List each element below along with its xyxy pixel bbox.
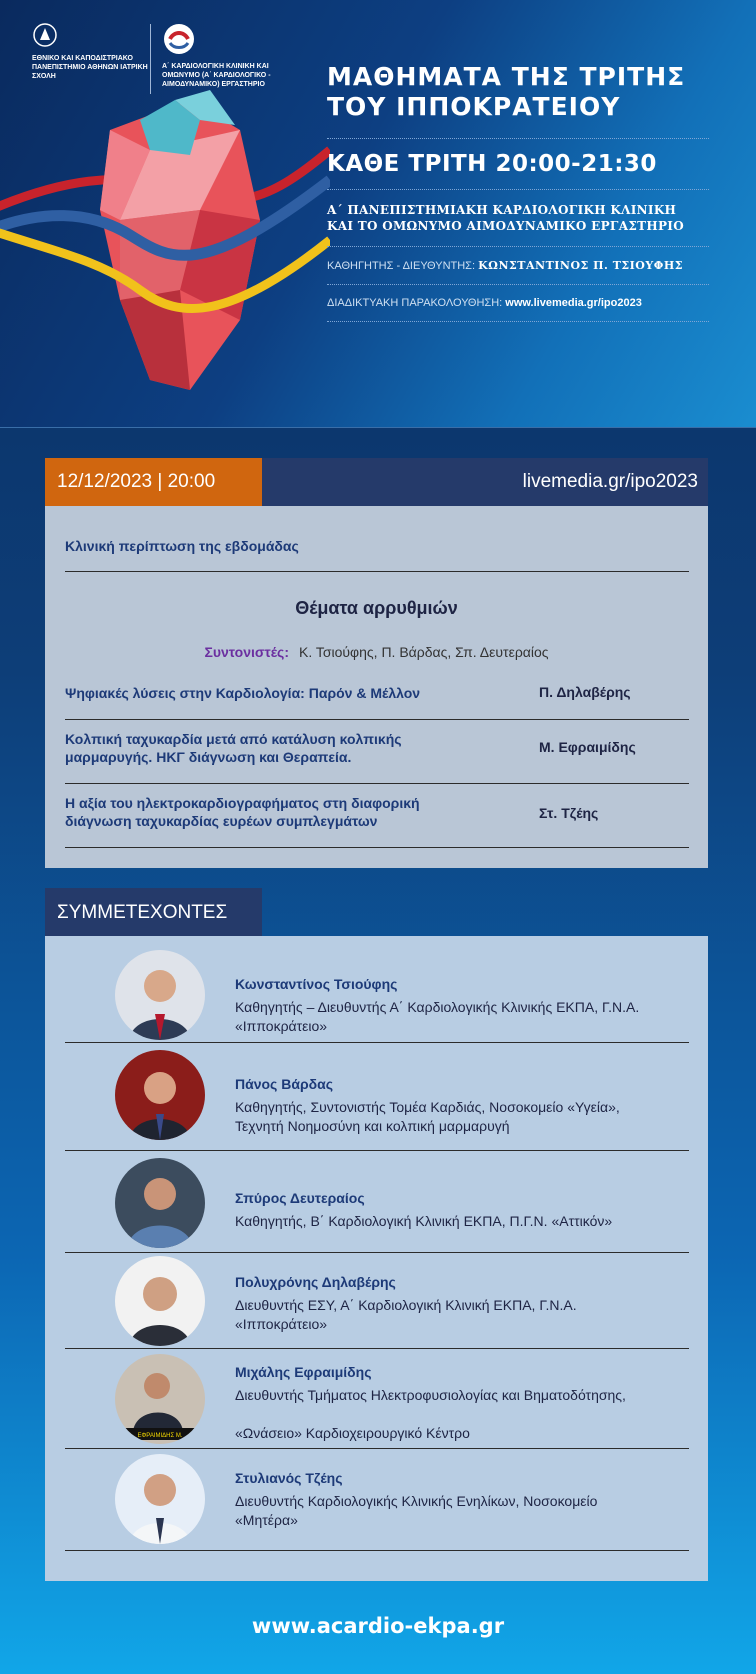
divider xyxy=(327,284,709,285)
avatar xyxy=(115,1158,205,1248)
moderators-names: Κ. Τσιούφης, Π. Βάρδας, Σπ. Δευτεραίος xyxy=(298,644,549,660)
participant-row xyxy=(65,1160,689,1253)
talk-title xyxy=(65,730,465,766)
participant-role-line3: «Ωνάσειο» Καρδιοχειρουργικό Κέντρο xyxy=(235,1425,470,1441)
clinic-name-line1: Α΄ ΠΑΝΕΠΙΣΤΗΜΙΑΚΗ ΚΑΡΔΙΟΛΟΓΙΚΗ ΚΛΙΝΙΚΗ xyxy=(327,203,677,217)
series-title-line1: ΜΑΘΗΜΑΤΑ ΤΗΣ ΤΡΙΤΗΣ xyxy=(327,62,686,91)
person-photo-icon xyxy=(115,950,205,1040)
name-plate: ΕΦΡΑΙΜΙΔΗΣ Μ. xyxy=(137,1433,183,1439)
session-title: Θέματα αρρυθμιών xyxy=(295,598,458,618)
live-stream-link[interactable]: www.livemedia.gr/ipo2023 xyxy=(505,297,642,309)
cardiology-logo-text: Α΄ ΚΑΡΔΙΟΛΟΓΙΚΗ ΚΛΙΝΙΚΗ ΚΑΙ ΟΜΩΝΥΜΟ (Α΄ ΚΑΡΔΙΟΛΟΓΙΚΟ - ΑΙΜΟΔΥΝΑΜΙΚΟ) ΕΡΓΑΣΤΗΡΙΟ xyxy=(162,63,271,88)
avatar xyxy=(115,1454,205,1544)
participant-name: Πάνος Βάρδας xyxy=(235,1076,333,1092)
schedule-time: ΚΑΘΕ ΤΡΙΤΗ 20:00-21:30 xyxy=(327,151,657,177)
university-logo xyxy=(32,22,152,81)
moderators-label: Συντονιστές: xyxy=(204,644,289,660)
participant-row xyxy=(65,1456,689,1551)
participant-role xyxy=(235,1098,695,1136)
talk-title-line2: διάγνωση ταχυκαρδίας ευρέων συμπλεγμάτων xyxy=(65,813,378,829)
divider xyxy=(65,719,689,720)
talk-row xyxy=(65,730,689,780)
event-url-link[interactable]: livemedia.gr/ipo2023 xyxy=(522,471,698,492)
website-link[interactable]: www.acardio-ekpa.gr xyxy=(251,1614,505,1638)
participant-role-line1: Διευθυντής ΕΣΥ, Α΄ Καρδιολογική Κλινική ΕΚΠΑ, Γ.Ν.Α. xyxy=(235,1297,577,1313)
participant-role-line2: «Ιπποκράτειο» xyxy=(235,1018,328,1034)
divider xyxy=(327,321,709,322)
participant-name: Στυλιανός Τζέης xyxy=(235,1470,343,1486)
participant-row xyxy=(65,1256,689,1349)
professor-line xyxy=(327,259,709,272)
participant-row xyxy=(65,950,689,1043)
logo-divider xyxy=(150,24,151,94)
talk-title xyxy=(65,794,465,830)
participant-role-line2: «Ιπποκράτειο» xyxy=(235,1316,328,1332)
participants-heading: ΣΥΜΜΕΤΕΧΟΝΤΕΣ xyxy=(45,888,262,936)
professor-name: ΚΩΝΣΤΑΝΤΙΝΟΣ Π. ΤΣΙΟΥΦΗΣ xyxy=(478,259,683,272)
university-seal-icon xyxy=(32,22,58,48)
participants-card xyxy=(45,936,708,1581)
talk-title xyxy=(65,684,465,702)
series-title-line2: ΤΟΥ ΙΠΠΟΚΡΑΤΕΙΟΥ xyxy=(327,92,621,121)
participant-name: Σπύρος Δευτεραίος xyxy=(235,1190,365,1206)
participant-role xyxy=(235,1386,695,1443)
divider xyxy=(65,571,689,572)
live-stream-label: ΔΙΑΔΙΚΤΥΑΚΗ ΠΑΡΑΚΟΛΟΥΘΗΣΗ: xyxy=(327,297,503,309)
avatar xyxy=(115,1256,205,1346)
live-stream-line xyxy=(327,297,709,309)
event-program-card xyxy=(45,506,708,868)
participant-name: Μιχάλης Εφραιμίδης xyxy=(235,1364,372,1380)
talk-title-line1: Κολπική ταχυκαρδία μετά από κατάλυση κολπικής xyxy=(65,731,402,747)
talk-speaker: Στ. Τζέης xyxy=(539,805,599,821)
avatar xyxy=(115,1354,205,1444)
participant-role-line1: Διευθυντής Τμήματος Ηλεκτροφυσιολογίας και Βηματοδότησης, xyxy=(235,1387,626,1403)
talk-title-line1: Ψηφιακές λύσεις στην Καρδιολογία: Παρόν & Μέλλον xyxy=(65,685,421,701)
cardiology-clinic-logo xyxy=(162,22,307,89)
event-tab-bar xyxy=(45,458,708,506)
moderators-line xyxy=(45,644,708,660)
heart-illustration xyxy=(0,60,330,428)
participant-name: Κωνσταντίνος Τσιούφης xyxy=(235,976,398,992)
university-logo-text: ΕΘΝΙΚΟ ΚΑΙ ΚΑΠΟΔΙΣΤΡΙΑΚΟ ΠΑΝΕΠΙΣΤΗΜΙΟ ΑΘΗΝΩΝ ΙΑΤΡΙΚΗ ΣΧΟΛΗ xyxy=(32,55,148,80)
participant-role xyxy=(235,1212,695,1231)
participant-role-line1: Καθηγητής – Διευθυντής Α΄ Καρδιολογικής Κλινικής ΕΚΠΑ, Γ.Ν.Α. xyxy=(235,999,640,1015)
avatar xyxy=(115,1050,205,1140)
talk-speaker: Μ. Εφραιμίδης xyxy=(539,739,636,755)
participant-role-line2: Τεχνητή Νοημοσύνη και κολπική μαρμαρυγή xyxy=(235,1118,510,1134)
weekly-case-label: Κλινική περίπτωση της εβδομάδας xyxy=(65,538,299,554)
person-photo-icon xyxy=(115,1354,205,1444)
clinic-name-line2: ΚΑΙ ΤΟ ΟΜΩΝΥΜΟ ΑΙΜΟΔΥΝΑΜΙΚΟ ΕΡΓΑΣΤΗΡΙΟ xyxy=(327,219,684,233)
professor-label: ΚΑΘΗΓΗΤΗΣ - ΔΙΕΥΘΥΝΤΗΣ: xyxy=(327,260,476,272)
talk-title-line1: Η αξία του ηλεκτροκαρδιογραφήματος στη διαφορική xyxy=(65,795,420,811)
header-info xyxy=(327,62,709,334)
participant-name: Πολυχρόνης Δηλαβέρης xyxy=(235,1274,396,1290)
participant-row xyxy=(65,1058,689,1151)
avatar xyxy=(115,950,205,1040)
cardiology-logo-icon xyxy=(162,22,196,56)
talk-row xyxy=(65,794,689,844)
talk-title-line2: μαρμαρυγής. ΗΚΓ διάγνωση και Θεραπεία. xyxy=(65,749,352,765)
participant-role xyxy=(235,998,695,1036)
divider xyxy=(65,847,689,848)
divider xyxy=(65,783,689,784)
participant-role-line2: «Μητέρα» xyxy=(235,1512,298,1528)
person-photo-icon xyxy=(115,1158,205,1248)
person-photo-icon xyxy=(115,1256,205,1346)
participant-role-line1: Διευθυντής Καρδιολογικής Κλινικής Ενηλίκων, Νοσοκομείο xyxy=(235,1493,598,1509)
participant-role xyxy=(235,1296,695,1334)
participant-row xyxy=(65,1352,689,1449)
divider xyxy=(327,189,709,190)
participant-role xyxy=(235,1492,695,1530)
talk-speaker: Π. Δηλαβέρης xyxy=(539,684,631,700)
participant-role-line1: Καθηγητής, Συντονιστής Τομέα Καρδιάς, Νοσοκομείο «Υγεία», xyxy=(235,1099,620,1115)
divider xyxy=(327,138,709,139)
participant-role-line1: Καθηγητής, Β΄ Καρδιολογική Κλινική ΕΚΠΑ, Π.Γ.Ν. «Αττικόν» xyxy=(235,1213,613,1229)
clinic-name xyxy=(327,202,709,234)
person-photo-icon xyxy=(115,1454,205,1544)
event-date: 12/12/2023 | 20:00 xyxy=(45,458,262,506)
person-photo-icon xyxy=(115,1050,205,1140)
divider xyxy=(327,246,709,247)
header-banner xyxy=(0,0,756,428)
series-title xyxy=(327,62,709,122)
